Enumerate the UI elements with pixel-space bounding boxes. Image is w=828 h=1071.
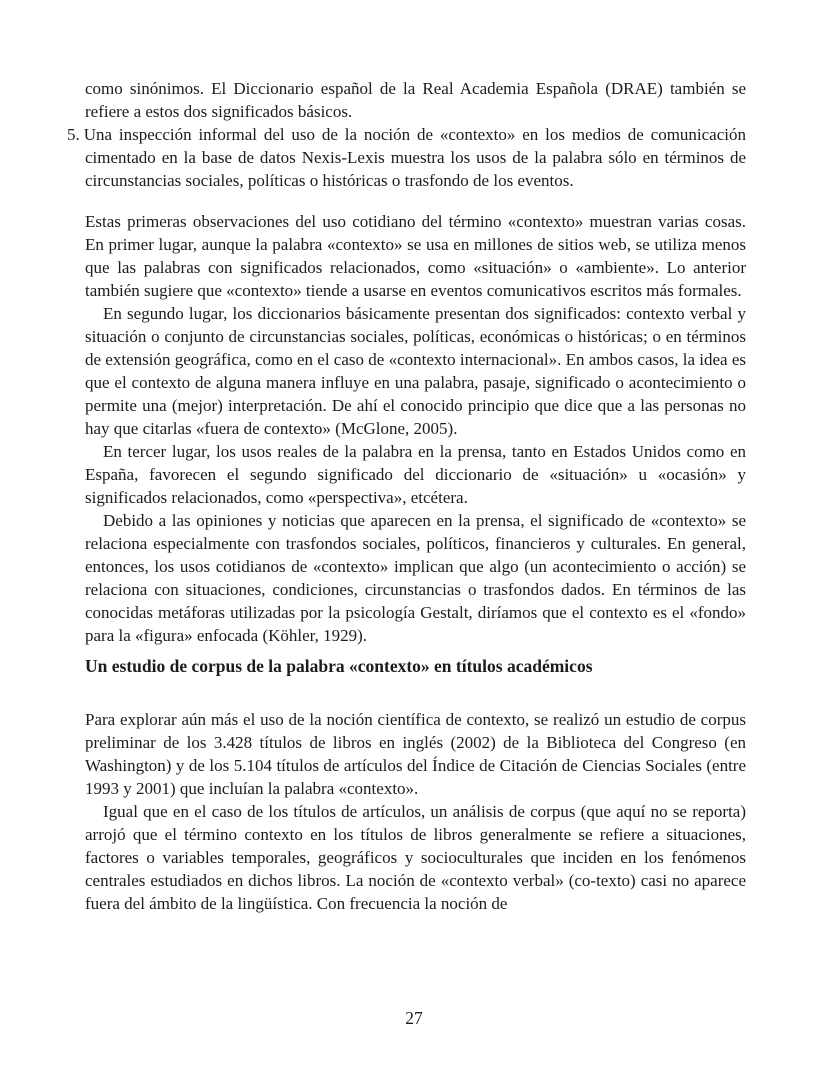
paragraph-third-place: En tercer lugar, los usos reales de la palabra en la prensa, tanto en Estados Unidos como en España, favorecen el segundo significado del diccionario de «situación» u «ocasión» y significados relacionados, como «perspectiva», etcétera. [85, 442, 746, 507]
list-item-5 [67, 123, 746, 192]
page-number: 27 [405, 1008, 423, 1028]
paragraph-press-opinions: Debido a las opiniones y noticias que aparecen en la prensa, el significado de «contexto» se relaciona especialmente con trasfondos sociales, políticos, financieros y culturales. En general, entonces, los usos cotidianos de «contexto» implican que algo (un acontecimiento o acción) se relaciona con situaciones, condiciones, circunstancias o trasfondos dados. En términos de las conocidas metáforas utilizadas por la psicología Gestalt, diríamos que el contexto es el «fondo» para la «figura» enfocada (Köhler, 1929). [85, 511, 746, 645]
list-item-5-marker: 5. [67, 125, 80, 144]
paragraph-corpus-study: Para explorar aún más el uso de la noción científica de contexto, se realizó un estudio de corpus preliminar de los 3.428 títulos de libros en inglés (2002) de la Biblioteca del Congreso (en Washington) y de los 5.104 títulos de artículos del Índice de Citación de Ciencias Sociales (entre 1993 y 2001) que incluían la palabra «contexto». [85, 710, 746, 798]
paragraph-second-place: En segundo lugar, los diccionarios básicamente presentan dos significados: contexto verbal y situación o conjunto de circunstancias sociales, políticas, económicas o históricas; o en términos de extensión geográfica, como en el caso de «contexto internacional». En ambos casos, la idea es que el contexto de alguna manera influye en una palabra, pasaje, significado o acontecimiento o permite una (mejor) interpretación. De ahí el conocido principio que dice que a las personas no hay que citarlas «fuera de contexto» (McGlone, 2005). [85, 304, 746, 438]
list-item-5-text: Una inspección informal del uso de la noción de «contexto» en los medios de comunicación cimentado en la base de datos Nexis-Lexis muestra los usos de la palabra sólo en términos de circunstancias sociales, políticas o históricas o trasfondo de los eventos. [83, 125, 746, 190]
section-heading: Un estudio de corpus de la palabra «contexto» en títulos académicos [85, 656, 593, 676]
paragraph-book-titles: Igual que en el caso de los títulos de artículos, un análisis de corpus (que aquí no se reporta) arrojó que el término contexto en los títulos de libros generalmente se refiere a situaciones, factores o variables temporales, geográficos y socioculturales que inciden en los fenómenos centrales estudiados en dichos libros. La noción de «contexto verbal» (co-texto) casi no aparece fuera del ámbito de la lingüística. Con frecuencia la noción de [85, 802, 746, 913]
list-item-4-continuation: como sinónimos. El Diccionario español de la Real Academia Española (DRAE) también se refiere a estos dos significados básicos. [85, 79, 746, 121]
paragraph-observations: Estas primeras observaciones del uso cotidiano del término «contexto» muestran varias cosas. En primer lugar, aunque la palabra «contexto» se usa en millones de sitios web, se utiliza menos que las palabras con significados relacionados, como «situación» o «ambiente». Lo anterior también sugiere que «contexto» tiende a usarse en eventos comunicativos escritos más formales. [85, 212, 746, 300]
page-body-text [67, 77, 746, 915]
